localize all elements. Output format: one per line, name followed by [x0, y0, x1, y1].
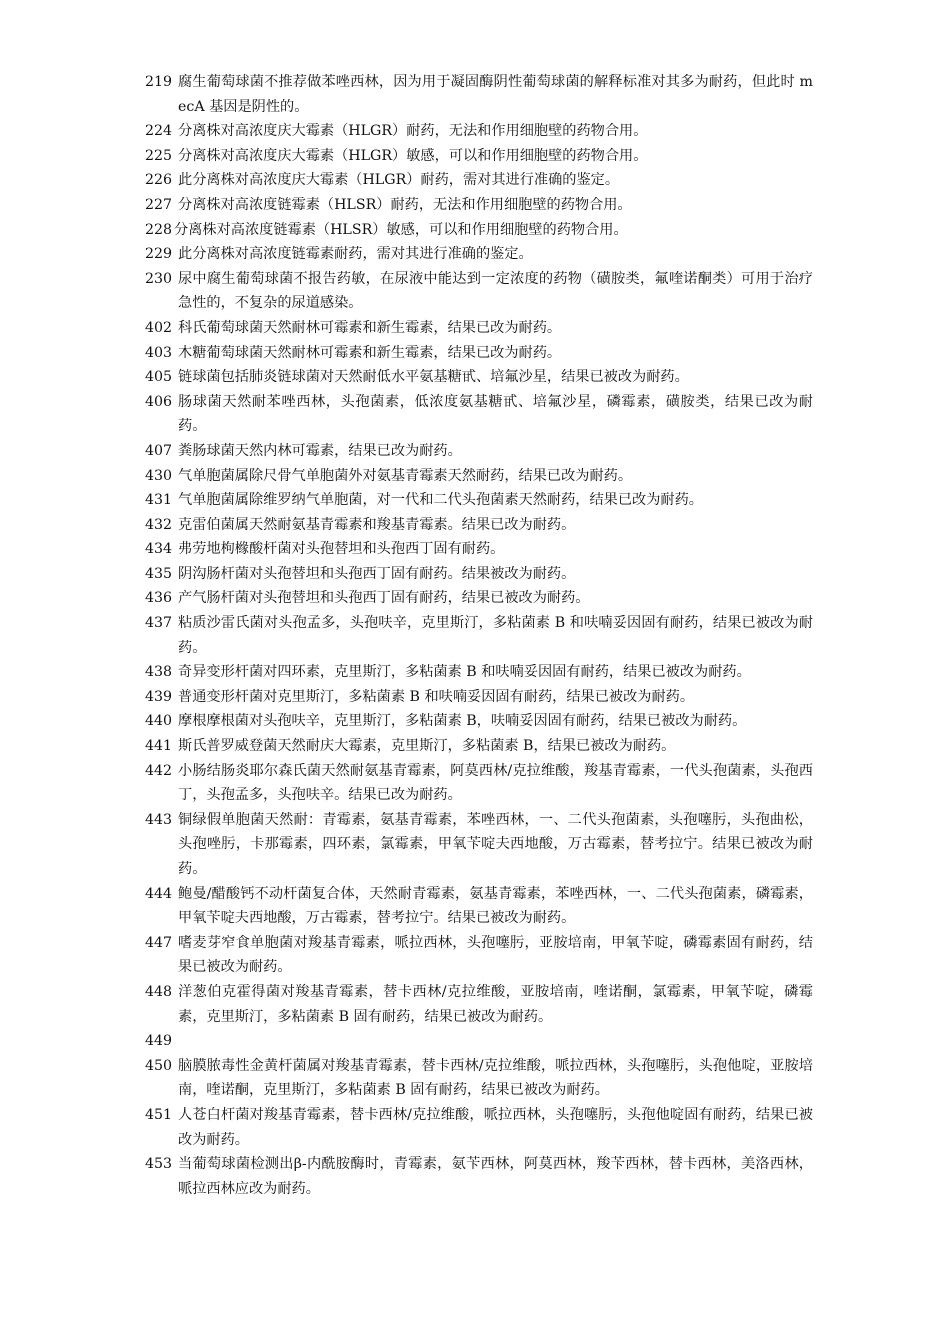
entry-code: 437 — [145, 615, 173, 632]
entry-text: 气单胞菌属除尺骨气单胞菌外对氨基青霉素天然耐药，结果已改为耐药。 — [178, 467, 633, 484]
entry-code: 430 — [145, 467, 173, 484]
entry-code: 230 — [145, 270, 173, 287]
entry-text: 脑膜脓毒性金黄杆菌属对羧基青霉素，替卡西林/克拉维酸，哌拉西林，头孢噻肟，头孢他啶，亚胺培南，喹诺酮，克里斯汀，多粘菌素 B 固有耐药，结果已被改为耐药。 — [178, 1057, 813, 1099]
entry-text: 分离株对高浓度链霉素（HLSR）敏感，可以和作用细胞壁的药物合用。 — [174, 221, 628, 238]
entry-code: 448 — [145, 983, 173, 1000]
entry-code: 224 — [145, 123, 173, 140]
list-item — [145, 759, 813, 808]
list-item — [145, 734, 813, 759]
list-item — [145, 193, 813, 218]
entry-text — [178, 1029, 813, 1054]
list-item — [145, 242, 813, 267]
entry-code: 444 — [145, 885, 173, 902]
entry-code: 443 — [145, 811, 173, 828]
entry-code: 402 — [145, 319, 173, 336]
entry-code: 432 — [145, 516, 173, 533]
entry-text: 弗劳地枸橼酸杆菌对头孢替坦和头孢西丁固有耐药。 — [178, 541, 505, 558]
list-item — [145, 931, 813, 980]
entry-code: 436 — [145, 590, 173, 607]
entry-code: 226 — [145, 172, 173, 189]
entry-code: 449 — [145, 1033, 173, 1050]
entry-code: 451 — [145, 1106, 173, 1123]
list-item — [145, 488, 813, 513]
list-item — [145, 537, 813, 562]
list-item — [145, 119, 813, 144]
entry-text: 尿中腐生葡萄球菌不报告药敏，在尿液中能达到一定浓度的药物（磺胺类，氟喹诺酮类）可用于治疗急性的，不复杂的尿道感染。 — [178, 270, 813, 312]
entry-code: 225 — [145, 147, 173, 164]
entry-code: 431 — [145, 492, 173, 509]
entry-code: 439 — [145, 688, 173, 705]
entry-text: 此分离株对高浓度链霉素耐药，需对其进行准确的鉴定。 — [178, 246, 533, 263]
list-item — [145, 390, 813, 439]
list-item — [145, 341, 813, 366]
entry-text: 阴沟肠杆菌对头孢替坦和头孢西丁固有耐药。结果被改为耐药。 — [178, 565, 576, 582]
entry-code: 228 — [145, 221, 173, 238]
list-item — [145, 808, 813, 882]
list-item — [145, 980, 813, 1029]
entry-code: 450 — [145, 1057, 173, 1074]
entry-text: 铜绿假单胞菌天然耐：青霉素，氨基青霉素，苯唑西林，一、二代头孢菌素，头孢噻肟，头孢曲松，头孢唑肟，卡那霉素，四环素，氯霉素，甲氧苄啶夫西地酸，万古霉素，替考拉宁。结果已被改为耐药。 — [178, 811, 813, 877]
entry-text: 科氏葡萄球菌天然耐林可霉素和新生霉素，结果已改为耐药。 — [178, 319, 562, 336]
list-item — [145, 1103, 813, 1152]
entry-text: 分离株对高浓度链霉素（HLSR）耐药，无法和作用细胞壁的药物合用。 — [178, 196, 632, 213]
entry-code: 441 — [145, 738, 173, 755]
entry-text: 克雷伯菌属天然耐氨基青霉素和羧基青霉素。结果已改为耐药。 — [178, 516, 576, 533]
entry-text: 摩根摩根菌对头孢呋辛，克里斯汀，多粘菌素 B，呋喃妥因固有耐药，结果已被改为耐药。 — [178, 713, 747, 730]
list-item — [145, 709, 813, 734]
list-item — [145, 218, 813, 243]
entry-text: 斯氏普罗威登菌天然耐庆大霉素，克里斯汀，多粘菌素 B，结果已被改为耐药。 — [178, 738, 676, 755]
entry-code: 438 — [145, 664, 173, 681]
list-item — [145, 562, 813, 587]
entry-text: 气单胞菌属除维罗纳气单胞菌，对一代和二代头孢菌素天然耐药，结果已改为耐药。 — [178, 492, 703, 509]
entry-code: 407 — [145, 442, 173, 459]
entry-code: 434 — [145, 541, 173, 558]
entry-text: 奇异变形杆菌对四环素，克里斯汀，多粘菌素 B 和呋喃妥因固有耐药，结果已被改为耐药。 — [178, 664, 751, 681]
list-item — [145, 1029, 813, 1054]
entry-text: 嗜麦芽窄食单胞菌对羧基青霉素，哌拉西林，头孢噻肟，亚胺培南，甲氧苄啶，磷霉素固有耐药，结果已被改为耐药。 — [178, 934, 813, 976]
list-item — [145, 267, 813, 316]
list-item — [145, 660, 813, 685]
list-item — [145, 365, 813, 390]
entry-text: 分离株对高浓度庆大霉素（HLGR）敏感，可以和作用细胞壁的药物合用。 — [178, 147, 648, 164]
entry-code: 406 — [145, 393, 173, 410]
entry-code: 447 — [145, 934, 173, 951]
list-item — [145, 168, 813, 193]
entry-text: 此分离株对高浓度庆大霉素（HLGR）耐药，需对其进行准确的鉴定。 — [178, 172, 620, 189]
entry-text: 木糖葡萄球菌天然耐林可霉素和新生霉素，结果已改为耐药。 — [178, 344, 562, 361]
entry-text: 鲍曼/醋酸钙不动杆菌复合体，天然耐青霉素，氨基青霉素，苯唑西林，一、二代头孢菌素，磷霉素，甲氧苄啶夫西地酸，万古霉素，替考拉宁。结果已被改为耐药。 — [178, 885, 813, 927]
list-item — [145, 586, 813, 611]
list-item — [145, 513, 813, 538]
entry-text: 腐生葡萄球菌不推荐做苯唑西林，因为用于凝固酶阴性葡萄球菌的解释标准对其多为耐药，但此时 mecA 基因是阴性的。 — [178, 74, 813, 115]
entry-text: 粪肠球菌天然内林可霉素，结果已改为耐药。 — [178, 442, 462, 459]
entry-text: 普通变形杆菌对克里斯汀，多粘菌素 B 和呋喃妥因固有耐药，结果已被改为耐药。 — [178, 688, 695, 705]
list-item — [145, 1054, 813, 1103]
entry-code: 229 — [145, 246, 173, 263]
list-item — [145, 882, 813, 931]
list-item — [145, 464, 813, 489]
entry-text: 当葡萄球菌检测出β-内酰胺酶时，青霉素，氨苄西林，阿莫西林，羧苄西林，替卡西林，美洛西林，哌拉西林应改为耐药。 — [178, 1156, 813, 1197]
entry-text: 产气肠杆菌对头孢替坦和头孢西丁固有耐药，结果已被改为耐药。 — [178, 590, 590, 607]
entry-code: 435 — [145, 565, 173, 582]
entry-text: 分离株对高浓度庆大霉素（HLGR）耐药，无法和作用细胞壁的药物合用。 — [178, 123, 648, 140]
list-item — [145, 144, 813, 169]
entry-code: 405 — [145, 369, 173, 386]
entry-code: 219 — [145, 74, 173, 90]
entry-text: 小肠结肠炎耶尔森氏菌天然耐氨基青霉素，阿莫西林/克拉维酸，羧基青霉素，一代头孢菌素，头孢西丁，头孢孟多，头孢呋辛。结果已改为耐药。 — [178, 762, 813, 804]
entry-text: 洋葱伯克霍得菌对羧基青霉素，替卡西林/克拉维酸，亚胺培南，喹诺酮，氯霉素，甲氧苄啶，磷霉素，克里斯汀，多粘菌素 B 固有耐药，结果已被改为耐药。 — [178, 983, 813, 1025]
entry-text: 链球菌包括肺炎链球菌对天然耐低水平氨基糖甙、培氟沙星，结果已被改为耐药。 — [178, 369, 689, 386]
list-item — [145, 1152, 813, 1201]
entry-code: 453 — [145, 1156, 173, 1173]
entry-code: 442 — [145, 762, 173, 779]
entry-code: 403 — [145, 344, 173, 361]
entry-text: 人苍白杆菌对羧基青霉素，替卡西林/克拉维酸，哌拉西林，头孢噻肟，头孢他啶固有耐药，结果已被改为耐药。 — [178, 1106, 813, 1148]
list-item — [145, 611, 813, 660]
entry-code: 440 — [145, 713, 173, 730]
document-page — [145, 70, 813, 1201]
list-item — [145, 70, 813, 119]
list-item — [145, 685, 813, 710]
list-item — [145, 316, 813, 341]
entry-code: 227 — [145, 196, 173, 213]
list-item — [145, 439, 813, 464]
entry-text: 粘质沙雷氏菌对头孢孟多，头孢呋辛，克里斯汀，多粘菌素 B 和呋喃妥因固有耐药，结果已被改为耐药。 — [178, 615, 813, 656]
entry-text: 肠球菌天然耐苯唑西林，头孢菌素，低浓度氨基糖甙、培氟沙星，磷霉素，磺胺类，结果已改为耐药。 — [178, 393, 813, 435]
